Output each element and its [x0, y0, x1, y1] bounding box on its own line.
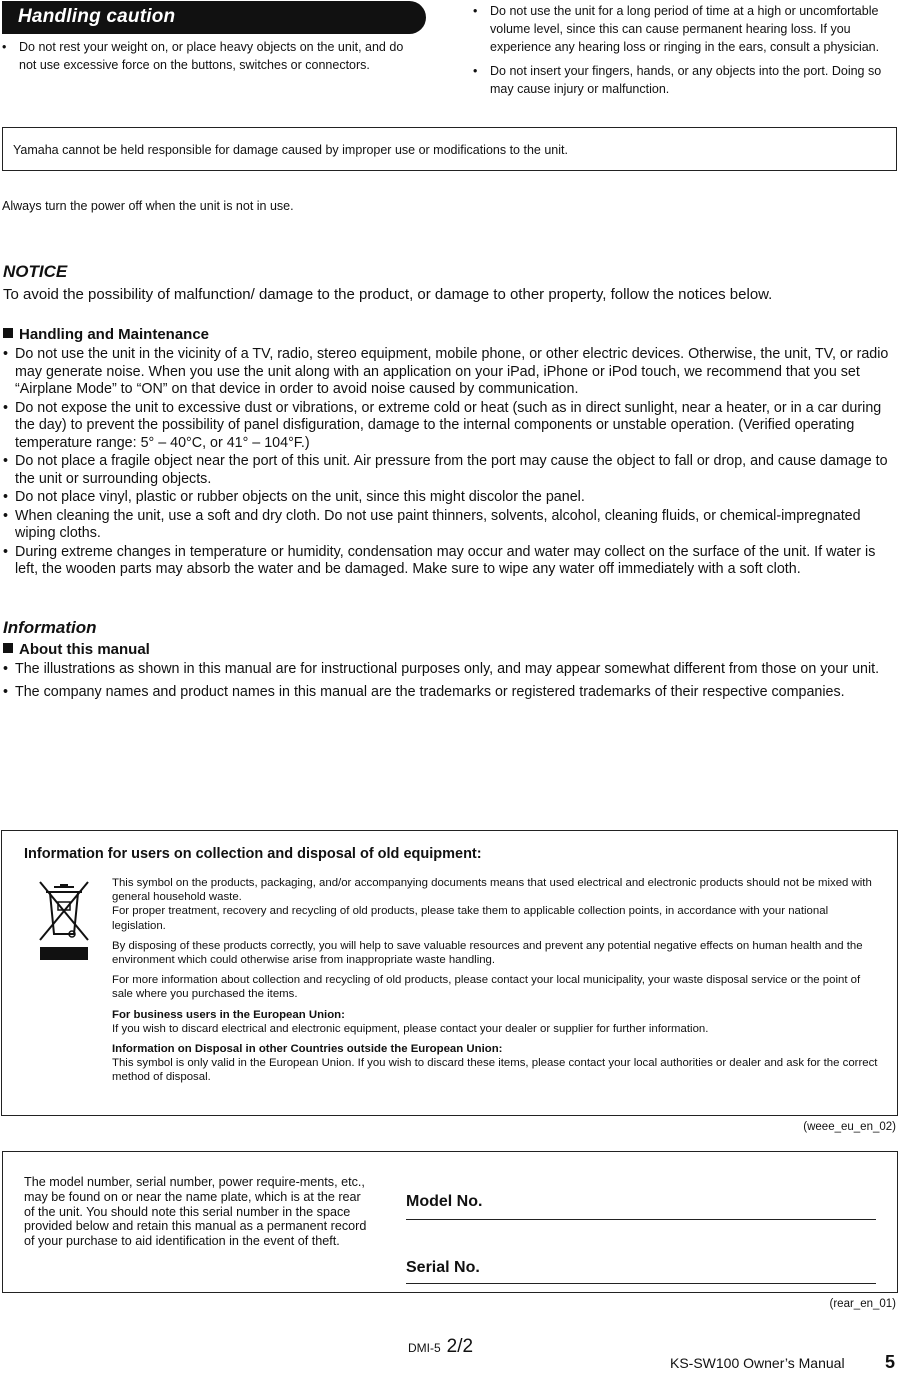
caution-right-list [473, 2, 898, 98]
rear-reference-code: (rear_en_01) [829, 1298, 896, 1310]
weee-title: Information for users on collection and disposal of old equipment: [24, 846, 482, 862]
handling-caution-title: Handling caution [2, 1, 426, 34]
about-manual-section [3, 641, 898, 702]
model-number-label: Model No. [406, 1193, 483, 1210]
list-item: • The company names and product names in this manual are the trademarks or registered trademarks of their respective companies. [3, 683, 845, 700]
serial-number-field-line [406, 1283, 876, 1284]
list-item: • The illustrations as shown in this manual are for instructional purposes only, and may appear somewhat different from those on your unit. [3, 661, 880, 677]
weee-paragraph: For more information about collection and recycling of old products, please contact your local municipality, your waste disposal service or the point of sale where you purchased the items. [112, 974, 861, 1001]
section-heading: About this manual [3, 641, 898, 658]
list-item: • Do not insert your fingers, hands, or any objects into the port. Doing so may cause injury or malfunction. [473, 64, 882, 96]
list-item: • When cleaning the unit, use a soft and dry cloth. Do not use paint thinners, solvents, alcohol, cleaning fluids, or chemical-impregnated wiping cloths. [3, 507, 861, 541]
weee-paragraph: Information on Disposal in other Countries outside the European Union: This symbol is only valid in the European Union. If you wish to discard these items, please contact your local authorities or dealer and ask for the correct method of disposal. [112, 1043, 878, 1084]
information-title: Information [3, 618, 97, 637]
crossed-out-wheelie-bin-icon [36, 876, 92, 967]
list-item: • Do not place a fragile object near the port of this unit. Air pressure from the port may cause the object to fall or drop, and cause damage to the unit or surrounding objects. [3, 453, 888, 487]
model-number-field-line [406, 1219, 876, 1220]
disclaimer-box [2, 127, 897, 171]
square-bullet-icon [3, 328, 13, 338]
list-item: • Do not expose the unit to excessive dust or vibrations, or extreme cold or heat (such as in direct sunlight, near a heater, or in a car during the day) to prevent the possibility of panel disfiguration, damage to the internal components or unstable operation. (Verified operating temperature range: 5° – 40°C, or 41° – 104°F.) [3, 399, 882, 451]
document-id: DMI-5 2/2 [408, 1336, 474, 1357]
weee-paragraph: By disposing of these products correctly, you will help to save valuable resources and prevent any potential negative effects on human health and the environment which could otherwise arise from inappropriate waste handling. [112, 939, 863, 967]
page-number: 5 [885, 1352, 896, 1372]
list-item: • Do not rest your weight on, or place heavy objects on the unit, and do not use excessive force on the buttons, switches or connectors. [2, 40, 404, 72]
serial-instructions: The model number, serial number, power require-ments, etc., may be found on or near the name plate, which is at the rear of the unit. You should note this serial number in the space provided below and retain this manual as a permanent record of your purchase to aid identification in the event of theft. [24, 1175, 367, 1249]
list-item: • During extreme changes in temperature or humidity, condensation may occur and water may collect on the surface of the unit. If water is left, the wooden parts may absorb the water and be damaged. Make sure to wipe any water off immediately with a soft cloth. [3, 543, 876, 577]
list-item: • Do not use the unit in the vicinity of a TV, radio, stereo equipment, mobile phone, or other electric devices. Otherwise, the unit, TV, or radio may generate noise. When you use the unit along with an application on your iPad, iPhone or iPod touch, we recommend that you set “Airplane Mode” to “ON” on that device in order to avoid noise caused by communication. [3, 346, 889, 397]
square-bullet-icon [3, 643, 13, 653]
weee-body [112, 876, 882, 1091]
disclaimer-text: Yamaha cannot be held responsible for damage caused by improper use or modifications to the unit. [13, 143, 568, 157]
weee-paragraph: For business users in the European Union: If you wish to discard electrical and electronic equipment, please contact your dealer or supplier for further information. [112, 1008, 709, 1035]
weee-paragraph: This symbol on the products, packaging, and/or accompanying documents means that used electrical and electronic products should not be mixed with general household waste. For proper treatment, recovery and recycling of old products, please take them to applicable collection points, in accordance with your national legislation. [112, 877, 872, 932]
weee-reference-code: (weee_eu_en_02) [803, 1121, 896, 1133]
caution-left-list [2, 38, 417, 74]
section-heading: Handling and Maintenance [3, 326, 898, 343]
weee-disposal-box [1, 830, 898, 1116]
serial-record-box [2, 1151, 898, 1293]
notice-title: NOTICE [3, 262, 68, 281]
manual-title: KS-SW100 Owner’s Manual [670, 1355, 845, 1371]
list-item: • Do not use the unit for a long period of time at a high or uncomfortable volume level, since this can cause permanent hearing loss. If you experience any hearing loss or ringing in the ears, consult a physician. [473, 4, 880, 54]
notice-lead: To avoid the possibility of malfunction/ damage to the product, or damage to other property, follow the notices below. [3, 286, 773, 303]
handling-maintenance-section [3, 326, 898, 580]
list-item: • Do not place vinyl, plastic or rubber objects on the unit, since this might discolor the panel. [3, 489, 585, 505]
power-note: Always turn the power off when the unit is not in use. [2, 199, 294, 213]
serial-number-label: Serial No. [406, 1259, 480, 1276]
